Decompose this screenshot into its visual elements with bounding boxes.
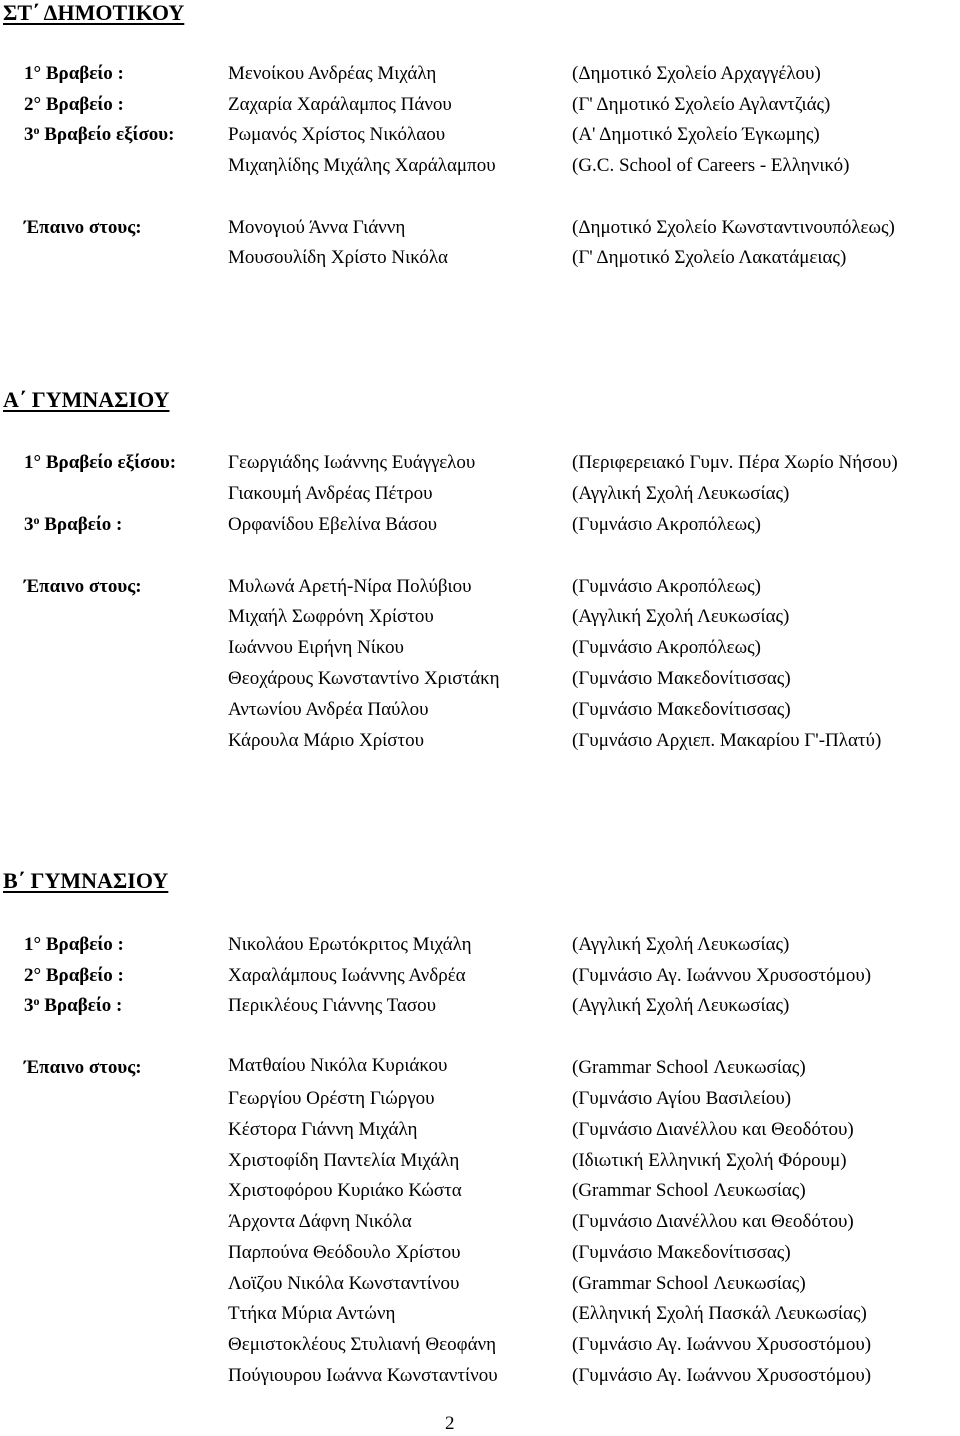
- praise-school: (Grammar School Λευκωσίας): [572, 1273, 806, 1294]
- praise-school: (Γυμνάσιο Μακεδονίτισσας): [572, 1242, 791, 1263]
- section-title-st-dimotikou: ΣΤ΄ ΔΗΜΟΤΙΚΟΥ: [3, 0, 185, 25]
- winner-school: (Αγγλική Σχολή Λευκωσίας): [572, 483, 790, 504]
- praise-school: (Γυμνάσιο Μακεδονίτισσας): [572, 668, 791, 689]
- prize-rank-suffix: ο: [33, 994, 40, 1008]
- praise-name: Πούγιουρου Ιωάννα Κωνσταντίνου: [228, 1365, 498, 1386]
- praise-school: (Γυμνάσιο Διανέλλου και Θεοδότου): [572, 1211, 854, 1232]
- winner-school: (Δημοτικό Σχολείο Αρχαγγέλου): [572, 63, 821, 84]
- winner-school: (Περιφερειακό Γυμν. Πέρα Χωρίο Νήσου): [572, 452, 898, 473]
- prize-rank-suffix: ο: [33, 513, 40, 527]
- praise-name: Ιωάννου Ειρήνη Νίκου: [228, 637, 404, 658]
- winner-name: Χαραλάμπους Ιωάννης Ανδρέα: [228, 965, 466, 986]
- praise-school: (Grammar School Λευκωσίας): [572, 1057, 806, 1078]
- winner-school: (Α' Δημοτικό Σχολείο Έγκωμης): [572, 124, 820, 145]
- praise-name: Μονογιού Άννα Γιάννη: [228, 217, 406, 238]
- praise-school: (Ελληνική Σχολή Πασκάλ Λευκωσίας): [572, 1303, 867, 1324]
- prize-label: 2° Βραβείο :: [24, 94, 124, 115]
- prize-label: [24, 995, 122, 1017]
- praise-label: Έπαινο στους:: [24, 576, 142, 597]
- prize-label-text: Βραβείο :: [39, 995, 123, 1016]
- winner-name: Γιακουμή Ανδρέας Πέτρου: [228, 483, 433, 504]
- prize-label: 1° Βραβείο εξίσου:: [24, 452, 177, 473]
- praise-school: (Γυμνάσιο Ακροπόλεως): [572, 637, 761, 658]
- praise-name: Μυλωνά Αρετή-Νίρα Πολύβιου: [228, 576, 472, 597]
- prize-label: 1° Βραβείο :: [24, 63, 124, 84]
- prize-label: 1° Βραβείο :: [24, 934, 124, 955]
- prize-label: [24, 514, 122, 536]
- praise-label: Έπαινο στους:: [24, 1057, 142, 1078]
- praise-label: Έπαινο στους:: [24, 217, 142, 238]
- page-number: 2: [445, 1413, 455, 1434]
- winner-school: (Γυμνάσιο Ακροπόλεως): [572, 514, 761, 535]
- praise-name: Κάρουλα Μάριο Χρίστου: [228, 730, 425, 751]
- praise-name: Ττήκα Μύρια Αντώνη: [228, 1303, 396, 1324]
- praise-school: (Ιδιωτική Ελληνική Σχολή Φόρουμ): [572, 1150, 847, 1171]
- winner-name: Νικολάου Ερωτόκριτος Μιχάλη: [228, 934, 472, 955]
- praise-school: (Γ' Δημοτικό Σχολείο Λακατάμειας): [572, 247, 847, 268]
- praise-name: Κέστορα Γιάννη Μιχάλη: [228, 1119, 418, 1140]
- praise-school: (Γυμνάσιο Διανέλλου και Θεοδότου): [572, 1119, 854, 1140]
- prize-rank: 3: [24, 124, 34, 145]
- winner-name: Ορφανίδου Εβελίνα Βάσου: [228, 514, 438, 535]
- winner-school: (G.C. School of Careers - Ελληνικό): [572, 155, 850, 176]
- praise-school: (Γυμνάσιο Αγίου Βασιλείου): [572, 1088, 792, 1109]
- praise-name: Θεοχάρους Κωνσταντίνο Χριστάκη: [228, 668, 500, 689]
- prize-rank: 3: [24, 995, 34, 1016]
- praise-name: Θεμιστοκλέους Στυλιανή Θεοφάνη: [228, 1334, 497, 1355]
- prize-rank: 3: [24, 514, 34, 535]
- winner-name: Μενοίκου Ανδρέας Μιχάλη: [228, 63, 437, 84]
- praise-name: Ματθαίου Νικόλα Κυριάκου: [228, 1055, 448, 1076]
- praise-name: Μουσουλίδη Χρίστο Νικόλα: [228, 247, 449, 268]
- praise-school: (Δημοτικό Σχολείο Κωνσταντινουπόλεως): [572, 217, 895, 238]
- winner-name: Μιχαηλίδης Μιχάλης Χαράλαμπου: [228, 155, 496, 176]
- prize-label: [24, 124, 174, 146]
- winner-name: Γεωργιάδης Ιωάννης Ευάγγελου: [228, 452, 476, 473]
- praise-school: (Γυμνάσιο Μακεδονίτισσας): [572, 699, 791, 720]
- prize-rank-suffix: ο: [33, 123, 40, 137]
- winner-school: (Γυμνάσιο Αγ. Ιωάννου Χρυσοστόμου): [572, 965, 872, 986]
- praise-name: Γεωργίου Ορέστη Γιώργου: [228, 1088, 435, 1109]
- praise-name: Λοϊζου Νικόλα Κωνσταντίνου: [228, 1273, 460, 1294]
- praise-name: Μιχαήλ Σωφρόνη Χρίστου: [228, 606, 434, 627]
- praise-name: Άρχοντα Δάφνη Νικόλα: [228, 1211, 412, 1232]
- praise-school: (Γυμνάσιο Αγ. Ιωάννου Χρυσοστόμου): [572, 1334, 872, 1355]
- section-title-b-gymnasiou: Β΄ ΓΥΜΝΑΣΙΟΥ: [3, 868, 169, 893]
- winner-school: (Γ' Δημοτικό Σχολείο Αγλαντζιάς): [572, 94, 831, 115]
- praise-name: Χριστοφίδη Παντελία Μιχάλη: [228, 1150, 460, 1171]
- praise-school: (Αγγλική Σχολή Λευκωσίας): [572, 606, 790, 627]
- praise-school: (Grammar School Λευκωσίας): [572, 1180, 806, 1201]
- winner-name: Ζαχαρία Χαράλαμπος Πάνου: [228, 94, 452, 115]
- winner-name: Περικλέους Γιάννης Τασου: [228, 995, 437, 1016]
- praise-school: (Γυμνάσιο Ακροπόλεως): [572, 576, 761, 597]
- prize-label-text: Βραβείο :: [39, 514, 123, 535]
- praise-name: Αντωνίου Ανδρέα Παύλου: [228, 699, 429, 720]
- praise-name: Χριστοφόρου Κυριάκο Κώστα: [228, 1180, 462, 1201]
- praise-school: (Γυμνάσιο Αγ. Ιωάννου Χρυσοστόμου): [572, 1365, 872, 1386]
- praise-school: (Γυμνάσιο Αρχιεπ. Μακαρίου Γ'-Πλατύ): [572, 730, 882, 751]
- winner-school: (Αγγλική Σχολή Λευκωσίας): [572, 995, 790, 1016]
- winner-name: Ρωμανός Χρίστος Νικόλαου: [228, 124, 446, 145]
- winner-school: (Αγγλική Σχολή Λευκωσίας): [572, 934, 790, 955]
- section-title-a-gymnasiou: Α΄ ΓΥΜΝΑΣΙΟΥ: [3, 387, 170, 412]
- praise-name: Παρπούνα Θεόδουλο Χρίστου: [228, 1242, 461, 1263]
- prize-label: 2° Βραβείο :: [24, 965, 124, 986]
- prize-label-text: Βραβείο εξίσου:: [39, 124, 175, 145]
